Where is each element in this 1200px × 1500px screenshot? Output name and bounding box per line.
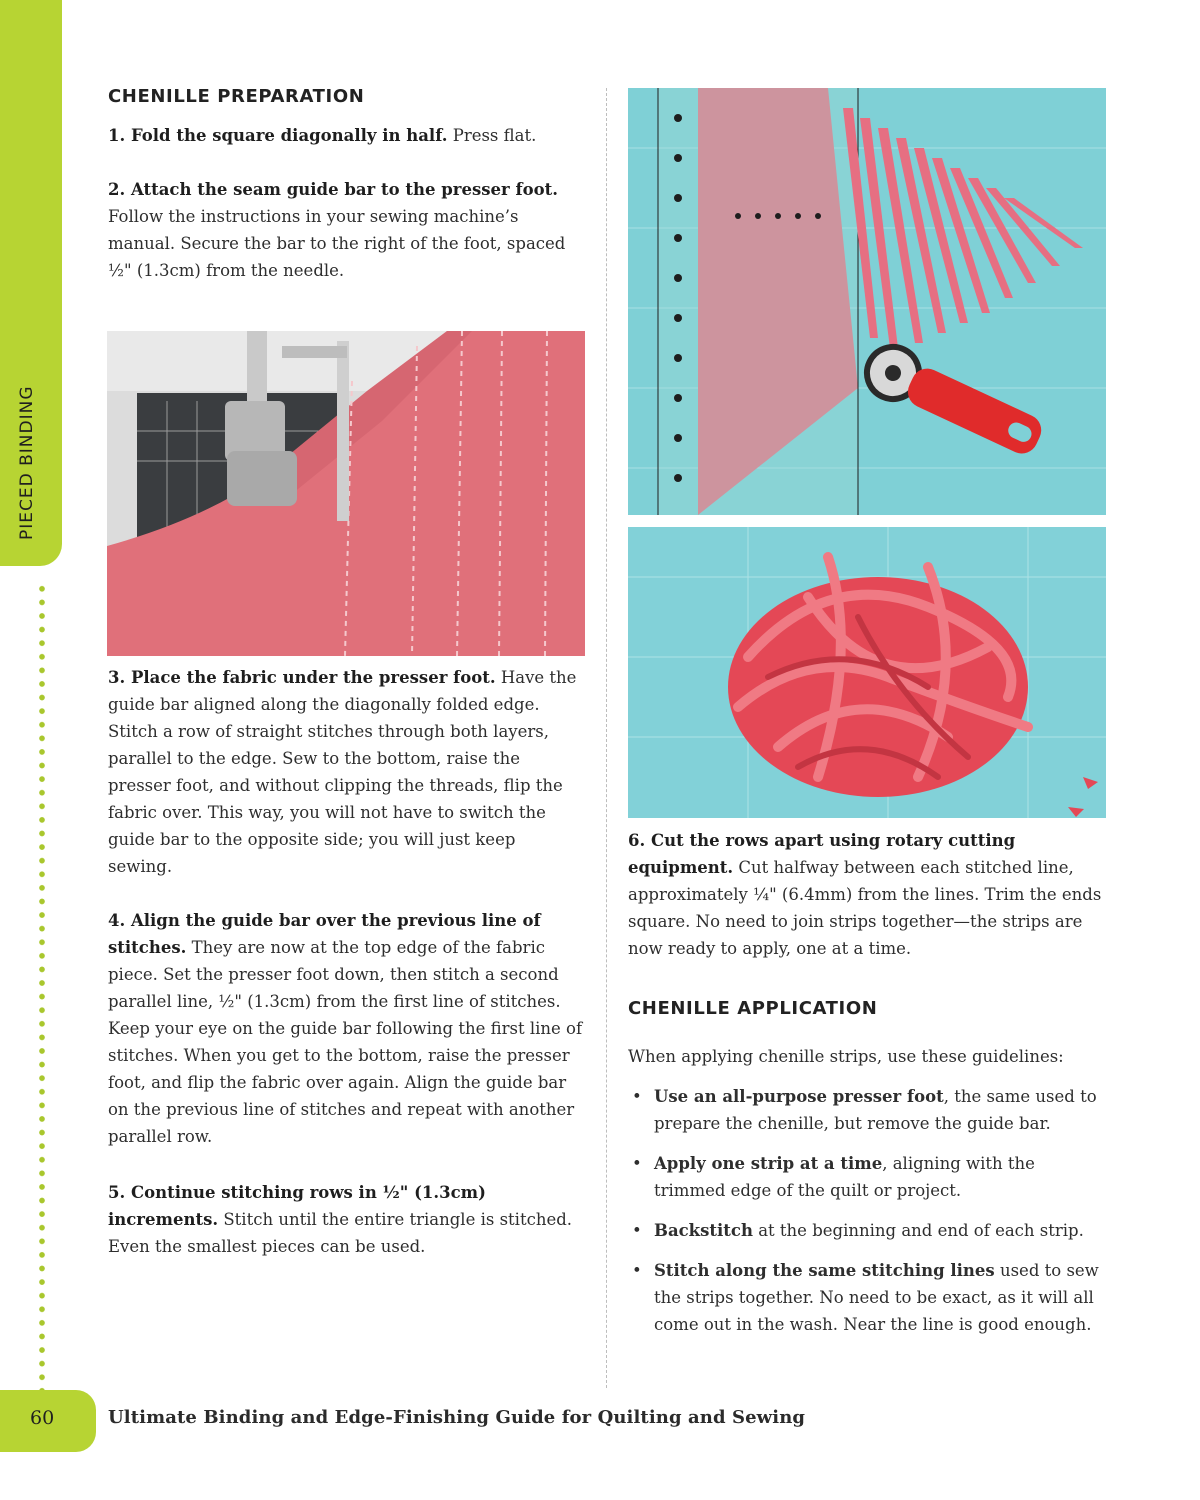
guideline-2-bold: Apply one strip at a time: [654, 1154, 883, 1173]
dotted-rail: [38, 582, 46, 1392]
guideline-item: [628, 1217, 1108, 1244]
heading-chenille-preparation: CHENILLE PREPARATION: [108, 86, 365, 107]
guideline-1-text: , the same used to prepare the chenille, but remove the guide bar.: [654, 1087, 1097, 1133]
guideline-item: [628, 1150, 1108, 1204]
step-3-bold: 3. Place the fabric under the presser foot.: [108, 668, 496, 687]
guideline-3-bold: Backstitch: [654, 1221, 753, 1240]
section-label: PIECED BINDING: [17, 385, 37, 540]
guideline-item: [628, 1083, 1108, 1137]
guideline-item: [628, 1257, 1108, 1338]
step-6-text: Cut halfway between each stitched line, approximately ¼" (6.4mm) from the lines. Trim the ends square. No need to join strips together—the strips are now ready to apply, one at a time.: [628, 858, 1102, 958]
guidelines-list: [628, 1083, 1108, 1351]
column-divider: [606, 88, 607, 1388]
ruler-strips-photo: [628, 88, 1106, 515]
step-2-text: Follow the instructions in your sewing machine’s manual. Secure the bar to the right of the foot, spaced ½" (1.3cm) from the needle.: [108, 207, 566, 280]
guideline-4-bold: Stitch along the same stitching lines: [654, 1261, 995, 1280]
step-6: [628, 827, 1106, 962]
step-2-bold: 2. Attach the seam guide bar to the presser foot.: [108, 180, 558, 199]
step-4-text: They are now at the top edge of the fabric piece. Set the presser foot down, then stitch a second parallel line, ½" (1.3cm) from the first line of stitches. Keep your eye on the guide bar following the first line of stitches. When you get to the bottom, raise the presser foot, and flip the fabric over again. Align the guide bar on the previous line of stitches and repeat with another parallel row.: [108, 938, 583, 1146]
sewing-machine-photo: [107, 331, 585, 656]
step-3-text: Have the guide bar aligned along the diagonally folded edge. Stitch a row of straight stitches through both layers, parallel to the edge. Sew to the bottom, raise the presser foot, and without clipping the threads, flip the fabric over. This way, you will not have to switch the guide bar to the opposite side; you will just keep sewing.: [108, 668, 577, 876]
step-2: [108, 176, 583, 284]
guideline-4-text: used to sew the strips together. No need to be exact, as it will all come out in the wash. Near the line is good enough.: [654, 1261, 1099, 1334]
book-title: Ultimate Binding and Edge-Finishing Guide for Quilting and Sewing: [108, 1407, 806, 1428]
guideline-2-text: , aligning with the trimmed edge of the quilt or project.: [654, 1154, 1035, 1200]
step-4: [108, 907, 588, 1150]
step-1: [108, 122, 583, 149]
guideline-3-text: at the beginning and end of each strip.: [752, 1221, 1084, 1240]
guideline-1-bold: Use an all-purpose presser foot: [654, 1087, 944, 1106]
step-1-bold: 1. Fold the square diagonally in half.: [108, 126, 448, 145]
chenille-strips-pile-photo: [628, 527, 1106, 818]
step-5-text: Stitch until the entire triangle is stitched. Even the smallest pieces can be used.: [108, 1210, 573, 1256]
step-1-text: Press flat.: [447, 126, 537, 145]
step-5-bold: 5. Continue stitching rows in ½" (1.3cm) increments.: [108, 1183, 486, 1229]
application-intro: When applying chenille strips, use these guidelines:: [628, 1047, 1064, 1066]
step-5: [108, 1179, 588, 1260]
heading-chenille-application: CHENILLE APPLICATION: [628, 998, 878, 1019]
step-6-bold: 6. Cut the rows apart using rotary cutting equipment.: [628, 831, 1016, 877]
step-4-bold: 4. Align the guide bar over the previous line of stitches.: [108, 911, 541, 957]
step-3: [108, 664, 583, 880]
page-number: 60: [30, 1407, 55, 1429]
